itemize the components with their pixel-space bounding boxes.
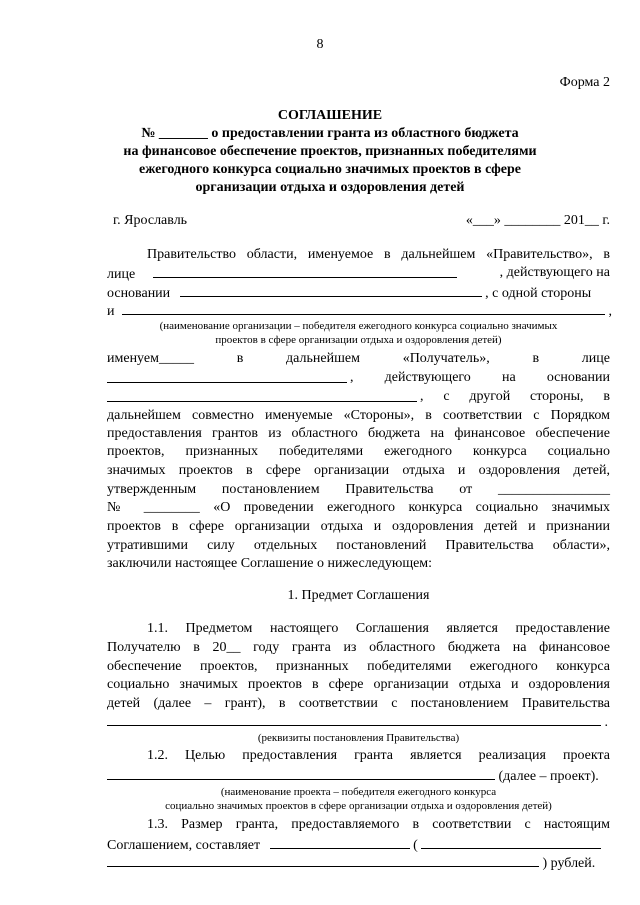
comma: , (608, 304, 612, 319)
clause-1-1-line: обеспечение проектов, признанных победителями ежегодного конкурса (107, 659, 610, 674)
title-line-5: организации отдыха и оздоровления детей (195, 180, 465, 195)
grant-amount-words-line (107, 853, 610, 873)
title-line-1: СОГЛАШЕНИЕ (277, 108, 383, 123)
preamble-line: именуем_____ в дальнейшем «Получатель», в лице (107, 351, 610, 366)
recipient-basis-blank (107, 388, 417, 402)
grant-amount-words-blank (421, 835, 601, 849)
title-line-4: ежегодного конкурса социально значимых проектов в сфере (138, 162, 522, 177)
preamble-line: проектов, признанных победителями ежегодного конкурса социально (107, 444, 610, 459)
clause-1-3-line: 1.3. Размер гранта, предоставляемого в соответствии с настоящим (147, 817, 610, 832)
form-label: Форма 2 (559, 75, 610, 90)
organization-blank (122, 301, 605, 315)
preamble-line: утвержденным постановлением Правительства от ________________ (107, 482, 610, 497)
preamble-line: заключили настоящее Соглашение о нижеследующем: (107, 556, 433, 571)
label-project: (далее – проект). (498, 769, 599, 784)
label-other-side: , с другой стороны, в (420, 389, 610, 404)
project-note-2: социально значимых проектов в сфере организации отдыха и оздоровления детей) (165, 800, 552, 812)
project-name-blank (107, 766, 495, 780)
preamble-line: проектов в сфере организации отдыха и оздоровления детей и признании (107, 519, 610, 534)
decree-details-line (107, 712, 610, 732)
clause-1-1-line: Получателю в 20__ году гранта из областного бюджета на финансовое (107, 640, 610, 655)
decree-details-note: (реквизиты постановления Правительства) (257, 732, 460, 744)
organization-note-2: проектов в сфере организации отдыха и оздоровления детей) (215, 334, 502, 346)
section-heading: 1. Предмет Соглашения (287, 588, 430, 603)
agreement-date: «___» ________ 201__ г. (465, 213, 610, 228)
label-amount: Соглашением, составляет (107, 838, 261, 853)
preamble-line: утратившими силу отдельных постановлений Правительства области», (107, 538, 610, 553)
place-city: г. Ярославль (113, 213, 188, 228)
clause-1-1-line: социально значимых проектов в сфере организации отдыха и оздоровления (107, 677, 610, 692)
organization-note-1: (наименование организации – победителя ежегодного конкурса социально значимых (159, 320, 558, 332)
preamble-line-organization (107, 301, 610, 321)
grant-amount-words-blank-2 (107, 853, 539, 867)
representative-name-blank (153, 264, 457, 278)
title-line-3: на финансовое обеспечение проектов, признанных победителями (123, 144, 537, 159)
label-acting: , действующего на (499, 265, 610, 280)
page-number: 8 (316, 37, 324, 52)
project-name-line (107, 766, 610, 786)
recipient-rep-blank (107, 369, 347, 383)
grant-amount-digits-blank (270, 835, 410, 849)
label-rubles: ) рублей. (542, 856, 596, 871)
basis-blank (180, 283, 482, 297)
preamble-line: дальнейшем совместно именуемые «Стороны», в соответствии с Порядком (107, 408, 610, 423)
label-acting-basis: , действующего на основании (350, 370, 610, 385)
title-line-2: № _______ о предоставлении гранта из областного бюджета (141, 126, 519, 141)
label-basis: основании (107, 286, 171, 301)
project-note-1: (наименование проекта – победителя ежегодного конкурса (220, 786, 497, 798)
preamble-line: Правительство области, именуемое в дальнейшем «Правительство», в (147, 247, 610, 262)
preamble-line-other-side (107, 388, 610, 408)
clause-1-1-line: детей (далее – грант), в соответствии с постановлением Правительства (107, 696, 610, 711)
label-one-side: , с одной стороны (485, 286, 592, 301)
preamble-line: значимых проектов в сфере организации отдыха и оздоровления детей, (107, 463, 610, 478)
preamble-line-recipient-rep (107, 369, 610, 389)
label-in-person: лице (107, 267, 136, 282)
clause-1-2-line: 1.2. Целью предоставления гранта является реализация проекта (147, 748, 610, 763)
preamble-line-basis (107, 283, 610, 303)
clause-1-1-line: 1.1. Предметом настоящего Соглашения является предоставление (147, 621, 610, 636)
open-paren: ( (413, 838, 418, 853)
preamble-line: предоставления грантов из областного бюджета на финансовое обеспечение (107, 426, 610, 441)
preamble-line: № ________ «О проведении ежегодного конкурса социально значимых (107, 500, 610, 515)
period: . (604, 715, 608, 730)
decree-details-blank (107, 712, 601, 726)
grant-amount-line (107, 835, 610, 855)
preamble-line-representative (107, 264, 610, 284)
label-and: и (107, 304, 115, 319)
